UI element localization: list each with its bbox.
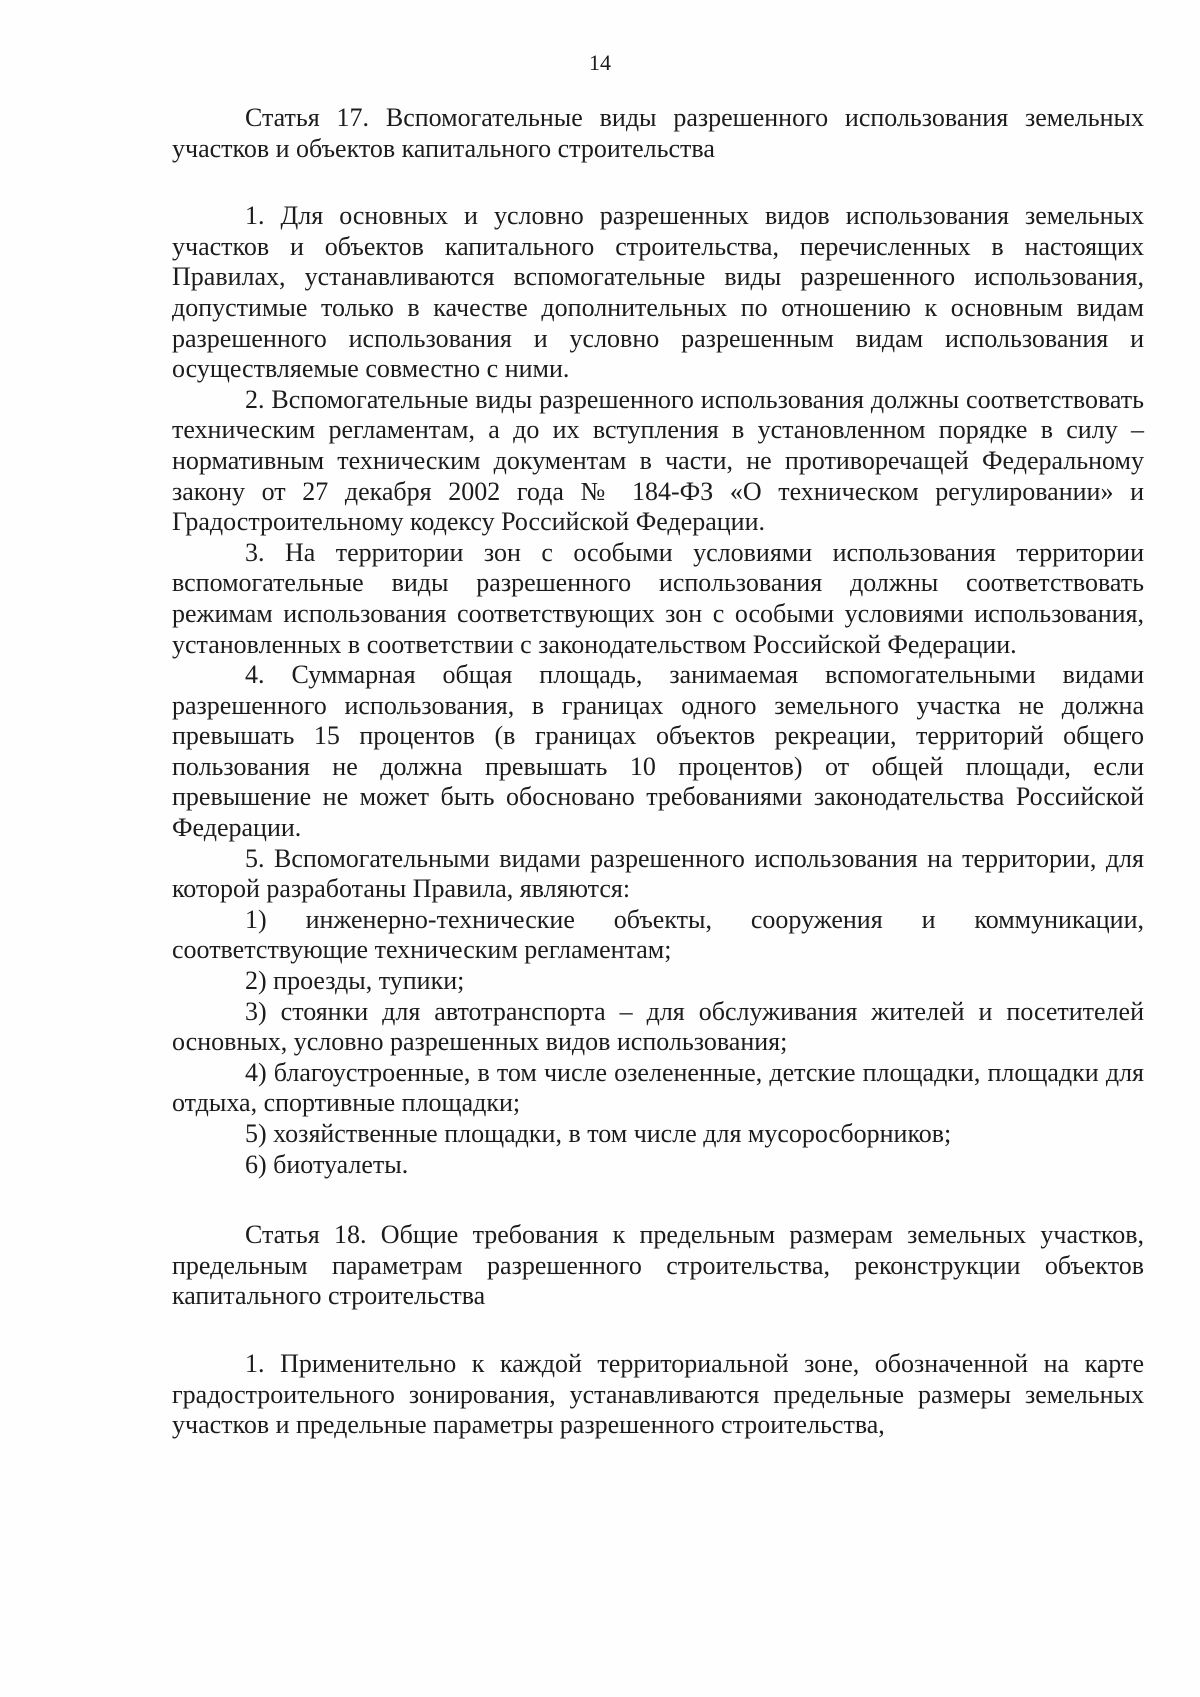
article-17-paragraph-3: 3. На территории зон с особыми условиями использования территории вспомогательные виды разрешенного использования должны соответствовать режимам использования соответствующих зон с особыми условиями использования, установленных в соответствии с законодательством Российской Федерации. (172, 537, 1144, 659)
article-17-heading: Статья 17. Вспомогательные виды разрешенного использования земельных участков и объектов капитального строительства (172, 103, 1144, 163)
list-item: 2) проезды, тупики; (245, 966, 465, 996)
list-item: 5) хозяйственные площадки, в том числе для мусоросборников; (245, 1119, 952, 1148)
list-item: 3) стоянки для автотранспорта – для обслуживания жителей и посетителей основных, условно разрешенных видов использования; (172, 996, 1144, 1057)
page-number: 14 (589, 50, 611, 75)
article-18-paragraph-1: 1. Применительно к каждой территориальной зоне, обозначенной на карте градостроительного зонирования, устанавливаются предельные размеры земельных участков и предельные параметры разрешенного строительства, (172, 1348, 1144, 1440)
article-17-paragraph-4: 4. Суммарная общая площадь, занимаемая вспомогательными видами разрешенного использования, в границах одного земельного участка не должна превышать 15 процентов (в границах объектов рекреации, территорий общего пользования не должна превышать 10 процентов) от общей площади, если превышение не может быть обосновано требованиями законодательства Российской Федерации. (172, 660, 1144, 843)
spacer (172, 1312, 1144, 1349)
list-item: 4) благоустроенные, в том числе озелененные, детские площадки, площадки для отдыха, спортивные площадки; (172, 1057, 1144, 1118)
article-17-paragraph-1: 1. Для основных и условно разрешенных видов использования земельных участков и объектов капитального строительства, перечисленных в настоящих Правилах, устанавливаются вспомогательные виды разрешенного использования, допустимые только в качестве дополнительных по отношению к основным видам разрешенного использования и условно разрешенным видам использования и осуществляемые совместно с ними. (172, 201, 1144, 384)
list-item: 1) инженерно-технические объекты, сооружения и коммуникации, соответствующие техническим регламентам; (172, 904, 1144, 965)
list-item: 6) биотуалеты. (245, 1149, 409, 1179)
article-18-heading: Статья 18. Общие требования к предельным размерам земельных участков, предельным параметрам разрешенного строительства, реконструкции объектов капитального строительства (172, 1220, 1144, 1311)
spacer (172, 164, 1144, 201)
document-body (172, 103, 1144, 1441)
spacer (172, 1180, 1144, 1220)
article-17-paragraph-2: 2. Вспомогательные виды разрешенного использования должны соответствовать техническим регламентам, а до их вступления в установленном порядке в силу – нормативным техническим документам в части, не противоречащей Федеральному закону от 27 декабря 2002 года № 184-ФЗ «О техническом регулировании» и Градостроительному кодексу Российской Федерации. (172, 384, 1144, 537)
article-17-paragraph-5: 5. Вспомогательными видами разрешенного использования на территории, для которой разработаны Правила, являются: (172, 843, 1144, 904)
